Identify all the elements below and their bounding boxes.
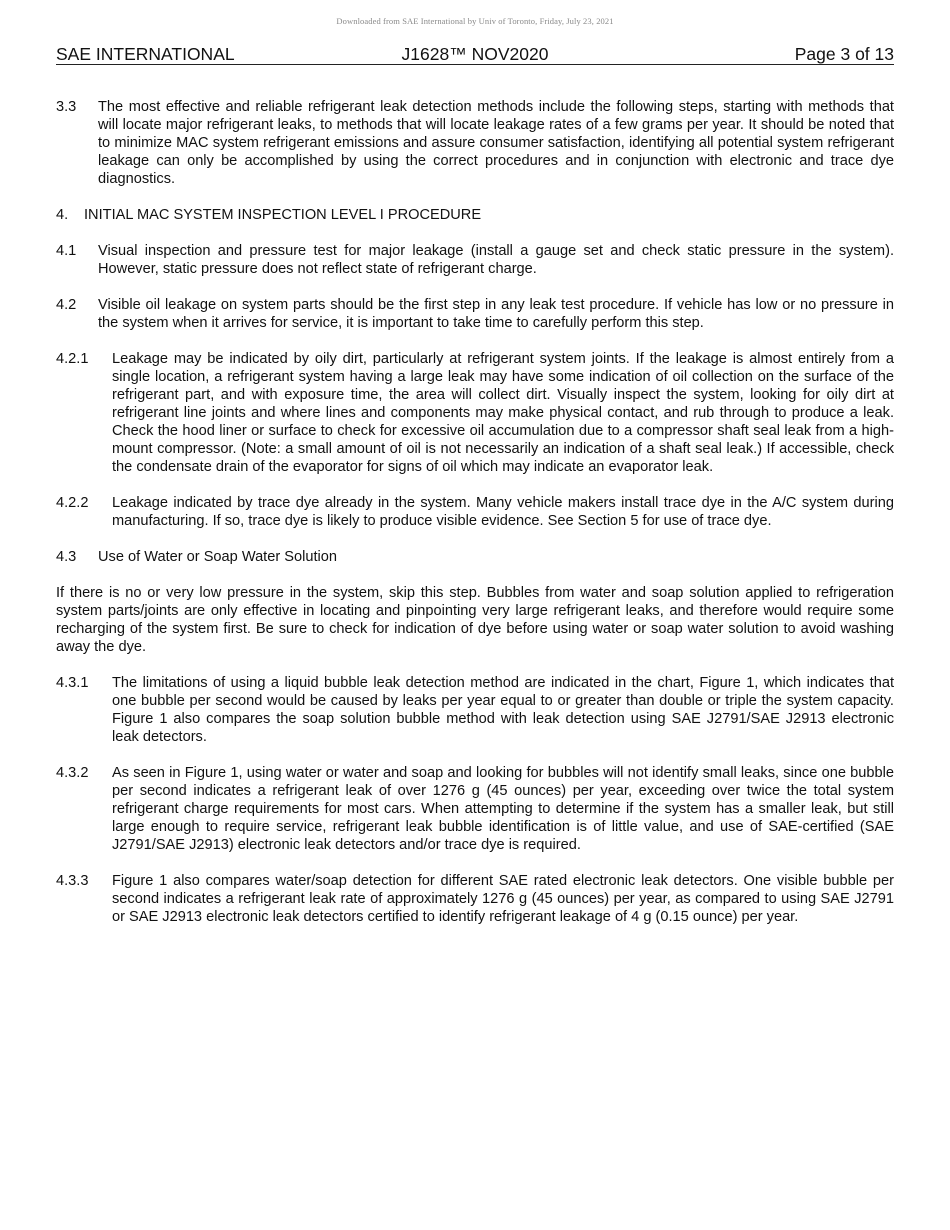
section-number: 4.3.2 [56, 765, 89, 781]
section-4-3-heading [56, 548, 894, 566]
section-4-2-2 [56, 494, 894, 530]
header-organization: SAE INTERNATIONAL [56, 44, 235, 64]
section-4-heading [56, 206, 894, 224]
section-4-2 [56, 296, 894, 332]
header-page-number: Page 3 of 13 [794, 44, 894, 64]
section-text: Figure 1 also compares water/soap detection for different SAE rated electronic leak detectors. One visible bubble per second indicates a refrigerant leak rate of approximately 1276 g (45 ounces) per year, as compared to using SAE J2791 or SAE J2913 electronic leak detectors certified to identify refrigerant leakage of 4 g (0.15 ounce) per year. [112, 873, 894, 925]
section-4-3-1 [56, 674, 894, 746]
section-number: 4. [56, 207, 69, 223]
section-number: 4.1 [56, 243, 77, 259]
section-text: The limitations of using a liquid bubble leak detection method are indicated in the chart, Figure 1, which indicates that one bubble per second would be caused by leaks per year equal to or greater than double or triple the system capacity. Figure 1 also compares the soap solution bubble method with leak detection using SAE J2791/SAE J2913 electronic leak detectors. [112, 675, 894, 745]
section-number: 4.3 [56, 549, 77, 565]
section-title: Use of Water or Soap Water Solution [98, 549, 338, 565]
section-number: 4.2.2 [56, 495, 89, 511]
section-number: 4.3.3 [56, 873, 89, 889]
section-number: 4.2 [56, 297, 77, 313]
section-text: Visible oil leakage on system parts should be the first step in any leak test procedure. If vehicle has low or no pressure in the system when it arrives for service, it is important to take time to carefully perform this step. [98, 297, 894, 331]
section-4-2-1 [56, 350, 894, 476]
section-title: INITIAL MAC SYSTEM INSPECTION LEVEL I PROCEDURE [84, 207, 482, 223]
section-number: 4.3.1 [56, 675, 89, 691]
section-4-3-body: If there is no or very low pressure in the system, skip this step. Bubbles from water and soap solution applied to refrigeration system parts/joints are only effective in locating and pinpointing very large refrigerant leaks, and therefore would require some recharging of the system first. Be sure to check for indication of dye before using water or soap water solution to avoid washing away the dye. [56, 585, 894, 655]
header-document-id: J1628™ NOV2020 [401, 44, 549, 64]
section-number: 4.2.1 [56, 351, 89, 367]
section-number: 3.3 [56, 99, 77, 115]
download-watermark: Downloaded from SAE International by Univ of Toronto, Friday, July 23, 2021 [336, 16, 614, 26]
page-header [56, 44, 894, 65]
document-body [56, 98, 894, 944]
section-4-3-3 [56, 872, 894, 926]
section-text: As seen in Figure 1, using water or water and soap and looking for bubbles will not identify small leaks, since one bubble per second indicates a refrigerant leak of over 1276 g (45 ounces) per year, exceeding over twice the total system refrigerant charge requirements for most cars. When attempting to determine if the system has a smaller leak, but still large enough to require service, refrigerant leak bubble identification is of little value, and use of SAE-certified (SAE J2791/SAE J2913) electronic leak detectors and/or trace dye is required. [112, 765, 894, 853]
section-text: Leakage may be indicated by oily dirt, particularly at refrigerant system joints. If the leakage is almost entirely from a single location, a refrigerant system having a large leak may have some indication of oil collection on the surface of the refrigerant part, and with exposure time, the area will collect dirt. Visually inspect the system, looking for oily dirt at refrigerant line joints and where lines and components may make physical contact, and rub through to produce a leak. Check the hood liner or surface to check for excessive oil accumulation due to a compressor shaft seal leak from a high-mount compressor. (Note: a small amount of oil is not necessarily an indication of a shaft seal leak.) If accessible, check the condensate drain of the evaporator for signs of oil which may indicate an evaporator leak. [112, 351, 894, 475]
section-4-3-2 [56, 764, 894, 854]
section-text: Leakage indicated by trace dye already in the system. Many vehicle makers install trace dye in the A/C system during manufacturing. If so, trace dye is likely to produce visible evidence. See Section 5 for use of trace dye. [112, 495, 894, 529]
section-3-3 [56, 98, 894, 188]
section-4-1 [56, 242, 894, 278]
section-text: Visual inspection and pressure test for major leakage (install a gauge set and check static pressure in the system). However, static pressure does not reflect state of refrigerant charge. [98, 243, 894, 277]
section-text: The most effective and reliable refrigerant leak detection methods include the following steps, starting with methods that will locate major refrigerant leaks, to methods that will locate leakage rates of a few grams per year. It should be noted that to minimize MAC system refrigerant emissions and assure consumer satisfaction, identifying all potential system refrigerant leakage can only be accomplished by using the correct procedures and in conjunction with electronic and trace dye diagnostics. [98, 99, 894, 187]
